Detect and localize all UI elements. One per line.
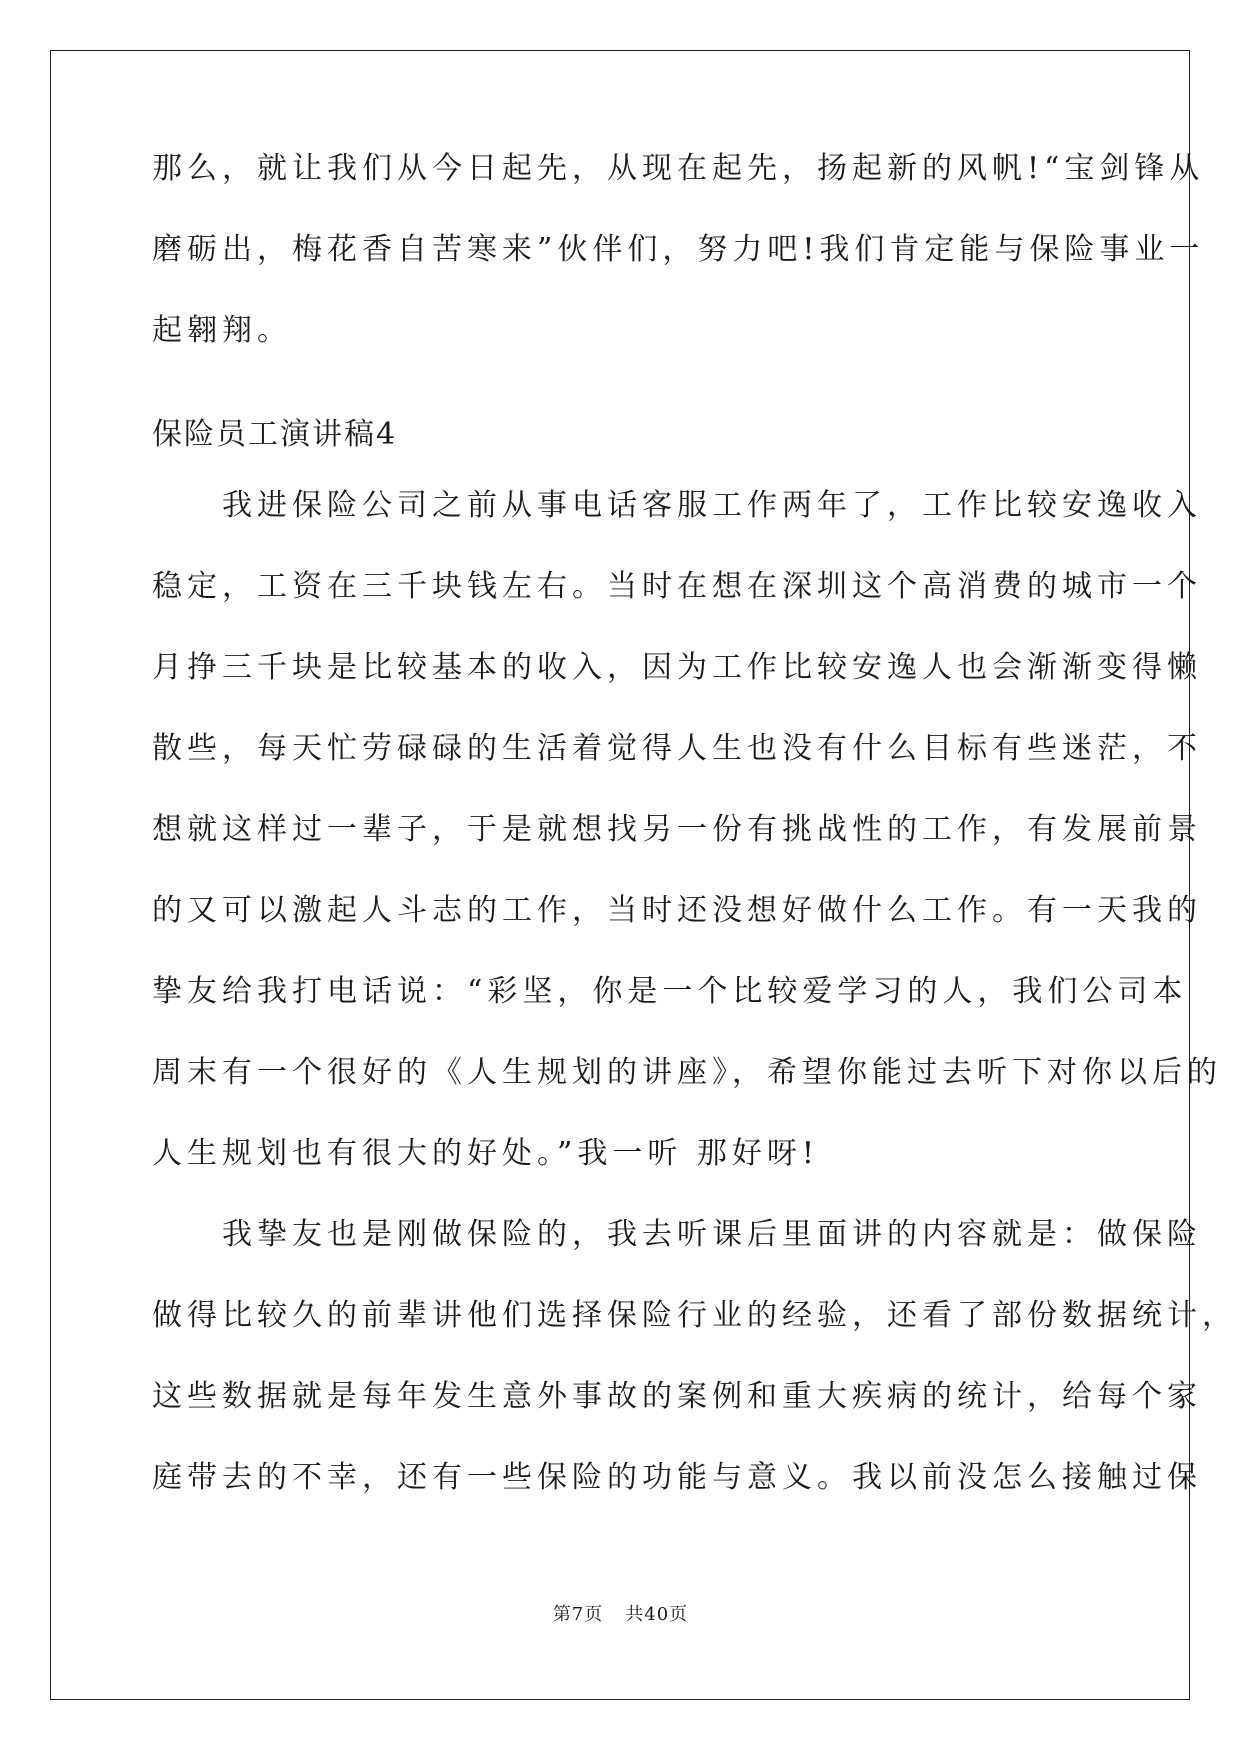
paragraph-line: 人生规划也有很大的好处。”我一听 那好呀! (152, 1136, 819, 1171)
section-heading: 保险员工演讲稿4 (152, 417, 398, 452)
paragraph-line: 起翱翔。 (152, 313, 292, 348)
paragraph-line: 的又可以激起人斗志的工作，当时还没想好做什么工作。有一天我的 (152, 893, 1202, 928)
paragraph-line: 散些，每天忙劳碌碌的生活着觉得人生也没有什么目标有些迷茫，不 (152, 731, 1202, 766)
paragraph-line: 庭带去的不幸，还有一些保险的功能与意义。我以前没怎么接触过保 (152, 1460, 1202, 1495)
paragraph-line: 周末有一个很好的《人生规划的讲座》，希望你能过去听下对你以后的 (152, 1055, 1222, 1090)
paragraph-line: 挚友给我打电话说：“彩坚，你是一个比较爱学习的人，我们公司本 (152, 974, 1188, 1009)
paragraph-line: 那么，就让我们从今日起先，从现在起先，扬起新的风帆!“宝剑锋从 (152, 151, 1205, 186)
paragraph-line: 我进保险公司之前从事电话客服工作两年了，工作比较安逸收入 (152, 488, 1202, 523)
paragraph-line: 磨砺出，梅花香自苦寒来”伙伴们，努力吧!我们肯定能与保险事业一 (152, 232, 1205, 267)
paragraph-block-2 (152, 465, 1222, 1194)
paragraph-line: 想就这样过一辈子，于是就想找另一份有挑战性的工作，有发展前景 (152, 812, 1202, 847)
paragraph-line: 这些数据就是每年发生意外事故的案例和重大疾病的统计，给每个家 (152, 1379, 1202, 1414)
paragraph-line: 稳定，工资在三千块钱左右。当时在想在深圳这个高消费的城市一个 (152, 569, 1202, 604)
page-total: 共40页 (625, 1604, 689, 1625)
paragraph-block-1 (152, 128, 1205, 371)
paragraph-line: 我挚友也是刚做保险的，我去听课后里面讲的内容就是：做保险 (152, 1217, 1202, 1252)
paragraph-line: 月挣三千块是比较基本的收入，因为工作比较安逸人也会渐渐变得懒 (152, 650, 1202, 685)
page-number: 第7页 (552, 1604, 604, 1625)
paragraph-line: 做得比较久的前辈讲他们选择保险行业的经验，还看了部份数据统计， (152, 1298, 1237, 1333)
page-footer (0, 1600, 1241, 1626)
paragraph-block-3 (152, 1194, 1237, 1518)
